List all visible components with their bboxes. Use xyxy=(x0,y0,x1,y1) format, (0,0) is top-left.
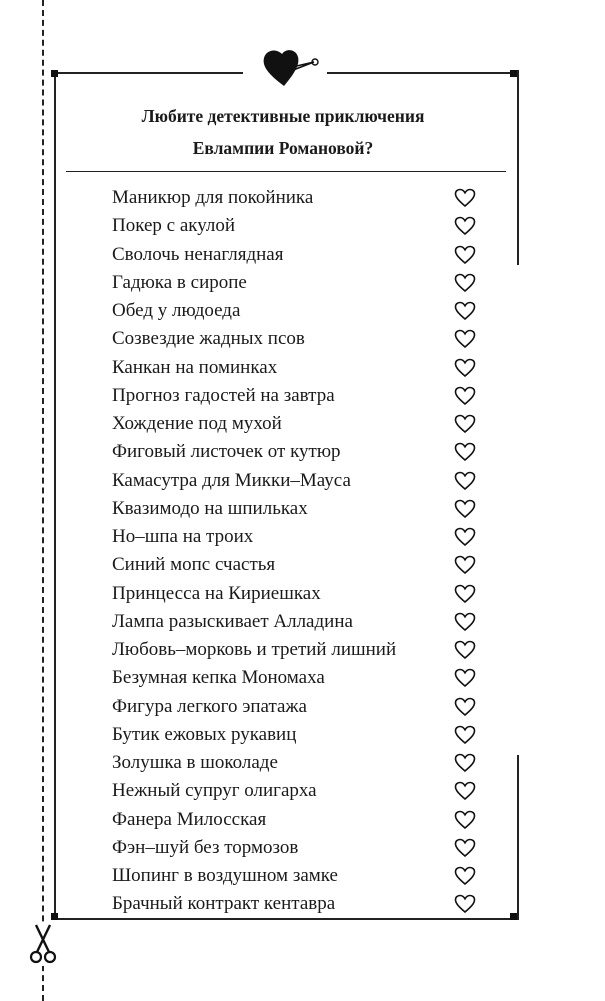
heart-with-safety-pin-icon xyxy=(258,44,320,90)
list-item xyxy=(112,806,482,834)
page-title xyxy=(51,100,515,164)
heart-outline-icon xyxy=(454,810,476,830)
book-title: Маникюр для покойника xyxy=(112,187,314,209)
heart-outline-icon xyxy=(454,753,476,773)
list-item xyxy=(112,551,482,579)
book-title: Хождение под мухой xyxy=(112,413,282,435)
book-title: Бутик ежовых рукавиц xyxy=(112,723,297,745)
heart-outline-icon xyxy=(454,527,476,547)
book-title: Гадюка в сиропе xyxy=(112,271,247,293)
book-title: Но–шпа на троих xyxy=(112,526,254,548)
book-title: Принцесса на Кириешках xyxy=(112,582,321,604)
list-item xyxy=(112,325,482,353)
book-title: Канкан на поминках xyxy=(112,356,278,378)
list-item xyxy=(112,721,482,749)
book-title: Шопинг в воздушном замке xyxy=(112,865,338,887)
title-line-2: Евлампии Романовой? xyxy=(192,138,374,158)
list-item xyxy=(112,608,482,636)
book-title: Фиговый листочек от кутюр xyxy=(112,441,341,463)
heart-outline-icon xyxy=(454,781,476,801)
book-title: Фанера Милосская xyxy=(112,808,267,830)
heart-outline-icon xyxy=(454,584,476,604)
book-title: Фигура легкого эпатажа xyxy=(112,695,307,717)
list-item xyxy=(112,354,482,382)
dashed-cut-line xyxy=(42,0,44,1001)
book-title: Синий мопс счастья xyxy=(112,554,276,576)
heart-outline-icon xyxy=(454,414,476,434)
book-title: Безумная кепка Мономаха xyxy=(112,667,325,689)
title-line-1: Любите детективные приключения xyxy=(141,106,425,126)
list-item xyxy=(112,410,482,438)
list-item xyxy=(112,749,482,777)
divider xyxy=(66,171,506,172)
heart-outline-icon xyxy=(454,640,476,660)
book-title: Золушка в шоколаде xyxy=(112,752,278,774)
list-item xyxy=(112,693,482,721)
list-item xyxy=(112,523,482,551)
list-item xyxy=(112,636,482,664)
book-title: Фэн–шуй без тормозов xyxy=(112,836,299,858)
heart-outline-icon xyxy=(454,358,476,378)
heart-outline-icon xyxy=(454,386,476,406)
heart-outline-icon xyxy=(454,866,476,886)
list-item xyxy=(112,890,482,918)
list-item xyxy=(112,269,482,297)
list-item xyxy=(112,212,482,240)
book-title: Обед у людоеда xyxy=(112,300,241,322)
scissors-icon xyxy=(28,922,58,966)
heart-outline-icon xyxy=(454,442,476,462)
list-item xyxy=(112,862,482,890)
book-title: Любовь–морковь и третий лишний xyxy=(112,639,397,661)
list-item xyxy=(112,664,482,692)
book-title: Квазимодо на шпильках xyxy=(112,497,308,519)
heart-outline-icon xyxy=(454,216,476,236)
heart-outline-icon xyxy=(454,301,476,321)
book-title: Покер с акулой xyxy=(112,215,236,237)
heart-outline-icon xyxy=(454,273,476,293)
list-item xyxy=(112,184,482,212)
heart-outline-icon xyxy=(454,668,476,688)
book-title: Нежный супруг олигарха xyxy=(112,780,317,802)
book-title: Созвездие жадных псов xyxy=(112,328,305,350)
heart-outline-icon xyxy=(454,188,476,208)
heart-outline-icon xyxy=(454,725,476,745)
heart-outline-icon xyxy=(454,555,476,575)
book-title: Лампа разыскивает Алладина xyxy=(112,610,353,632)
book-title: Брачный контракт кентавра xyxy=(112,893,336,915)
list-item xyxy=(112,297,482,325)
book-list xyxy=(112,184,482,919)
list-item xyxy=(112,241,482,269)
list-item xyxy=(112,467,482,495)
book-title: Сволочь ненаглядная xyxy=(112,243,284,265)
list-item xyxy=(112,382,482,410)
book-title: Камасутра для Микки–Мауса xyxy=(112,469,351,491)
heart-outline-icon xyxy=(454,894,476,914)
list-item xyxy=(112,495,482,523)
heart-outline-icon xyxy=(454,499,476,519)
heart-outline-icon xyxy=(454,329,476,349)
heart-outline-icon xyxy=(454,612,476,632)
list-item xyxy=(112,834,482,862)
heart-outline-icon xyxy=(454,245,476,265)
book-title: Прогноз гадостей на завтра xyxy=(112,384,335,406)
list-item xyxy=(112,580,482,608)
heart-outline-icon xyxy=(454,697,476,717)
list-item xyxy=(112,438,482,466)
heart-outline-icon xyxy=(454,838,476,858)
heart-outline-icon xyxy=(454,471,476,491)
list-item xyxy=(112,777,482,805)
